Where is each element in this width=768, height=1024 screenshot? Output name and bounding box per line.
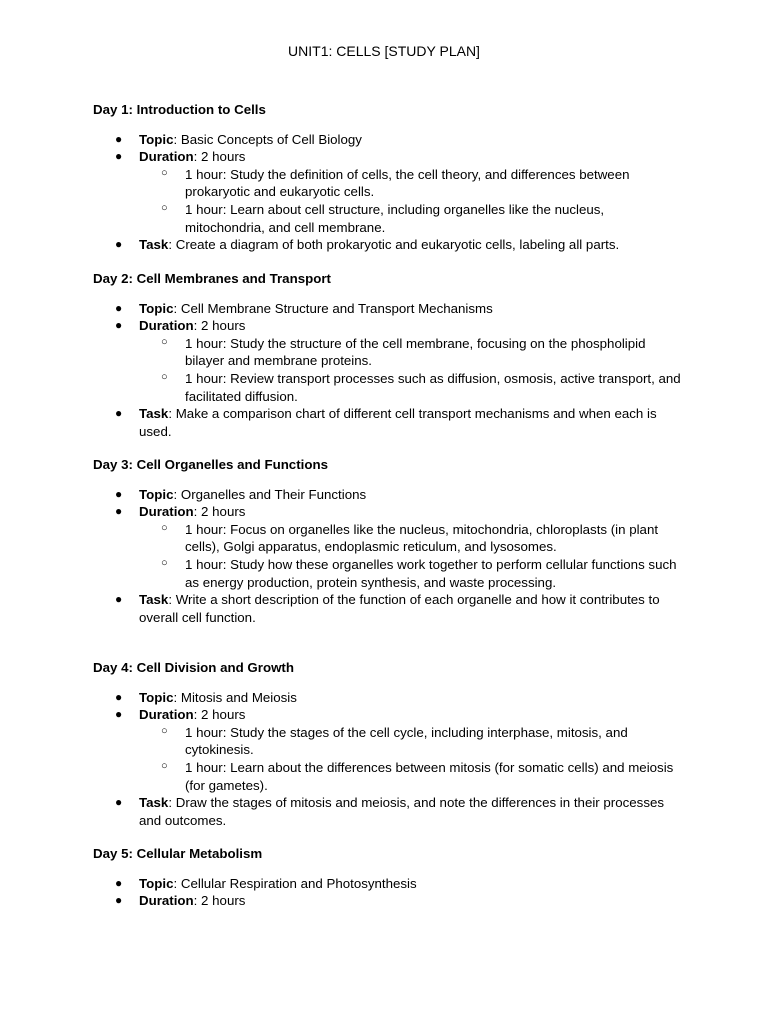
bullet-icon: ● (115, 318, 123, 333)
day-heading: Day 3: Cell Organelles and Functions (93, 457, 328, 472)
day-heading: Day 5: Cellular Metabolism (93, 846, 263, 861)
sub-item-text: 1 hour: Study the structure of the cell membrane, focusing on the phospholipid bilayer and membrane proteins. (185, 335, 646, 369)
duration-label: Duration (139, 318, 194, 334)
duration-label: Duration (139, 707, 194, 723)
bullet-icon: ● (115, 795, 123, 810)
bullet-icon: ● (115, 893, 123, 908)
duration-label: Duration (139, 893, 194, 909)
topic-text: : Organelles and Their Functions (173, 486, 367, 502)
duration-label: Duration (139, 504, 194, 520)
sub-item (139, 166, 683, 201)
duration-text: : 2 hours (193, 504, 246, 520)
topic-item (93, 486, 683, 504)
day-bullet-list (93, 131, 683, 254)
bullet-icon: ● (115, 406, 123, 421)
topic-item (93, 300, 683, 318)
bullet-icon: ● (115, 875, 123, 890)
sub-item-text: 1 hour: Study the definition of cells, the cell theory, and differences between prokaryotic and eukaryotic cells. (185, 166, 630, 200)
topic-label: Topic (139, 875, 174, 891)
topic-item (93, 131, 683, 149)
task-label: Task (139, 237, 169, 253)
day-section-2 (93, 270, 683, 440)
duration-text: : 2 hours (193, 893, 246, 909)
sub-item-text: 1 hour: Learn about cell structure, including organelles like the nucleus, mitochondria, and cell membrane. (185, 201, 605, 235)
bullet-icon: ● (115, 149, 123, 164)
circle-bullet-icon: ○ (161, 556, 168, 569)
topic-item (93, 689, 683, 707)
task-item (93, 591, 683, 626)
sub-item (139, 521, 683, 556)
sub-item (139, 370, 683, 405)
duration-text: : 2 hours (193, 707, 246, 723)
duration-item (93, 503, 683, 591)
day-section-1 (93, 101, 683, 254)
duration-sub-list (139, 335, 683, 405)
topic-label: Topic (139, 131, 174, 147)
bullet-icon: ● (115, 707, 123, 722)
circle-bullet-icon: ○ (161, 166, 168, 179)
day-bullet-list (93, 486, 683, 627)
topic-label: Topic (139, 300, 174, 316)
sub-item-text: 1 hour: Study the stages of the cell cycle, including interphase, mitosis, and cytokinesis. (185, 724, 628, 758)
duration-item (93, 148, 683, 236)
day-section-5 (93, 845, 683, 910)
sub-item (139, 201, 683, 236)
sub-item-text: 1 hour: Review transport processes such as diffusion, osmosis, active transport, and facilitated diffusion. (185, 370, 681, 404)
topic-label: Topic (139, 689, 174, 705)
task-item (93, 405, 683, 440)
sub-item (139, 556, 683, 591)
task-label: Task (139, 795, 169, 811)
document-title: UNIT1: CELLS [STUDY PLAN] (288, 43, 480, 59)
bullet-icon: ● (115, 486, 123, 501)
duration-sub-list (139, 166, 683, 236)
task-text: : Draw the stages of mitosis and meiosis, and note the differences in their processes and outcomes. (139, 795, 665, 828)
circle-bullet-icon: ○ (161, 521, 168, 534)
topic-text: : Mitosis and Meiosis (173, 689, 297, 705)
day-section-3 (93, 456, 683, 626)
day-bullet-list (93, 689, 683, 830)
duration-text: : 2 hours (193, 318, 246, 334)
bullet-icon: ● (115, 504, 123, 519)
duration-item (93, 892, 683, 910)
task-item (93, 794, 683, 829)
bullet-icon: ● (115, 131, 123, 146)
circle-bullet-icon: ○ (161, 759, 168, 772)
sub-item-text: 1 hour: Learn about the differences between mitosis (for somatic cells) and meiosis (for gametes). (185, 759, 674, 793)
sub-item-text: 1 hour: Focus on organelles like the nucleus, mitochondria, chloroplasts (in plant cells), Golgi apparatus, endoplasmic reticulum, and lysosomes. (185, 521, 659, 555)
duration-text: : 2 hours (193, 149, 246, 165)
duration-label: Duration (139, 149, 194, 165)
day-heading: Day 4: Cell Division and Growth (93, 660, 294, 675)
duration-item (93, 706, 683, 794)
day-heading: Day 1: Introduction to Cells (93, 102, 266, 117)
sub-item (139, 759, 683, 794)
sub-item (139, 335, 683, 370)
topic-label: Topic (139, 486, 174, 502)
sub-item (139, 724, 683, 759)
day-bullet-list (93, 875, 683, 910)
task-item (93, 236, 683, 254)
duration-item (93, 317, 683, 405)
topic-text: : Cellular Respiration and Photosynthesis (173, 875, 417, 891)
day-section-4 (93, 659, 683, 829)
circle-bullet-icon: ○ (161, 370, 168, 383)
task-text: : Write a short description of the function of each organelle and how it contributes to overall cell function. (139, 592, 660, 625)
circle-bullet-icon: ○ (161, 335, 168, 348)
bullet-icon: ● (115, 592, 123, 607)
duration-sub-list (139, 521, 683, 591)
task-label: Task (139, 406, 169, 422)
bullet-icon: ● (115, 237, 123, 252)
topic-item (93, 875, 683, 893)
circle-bullet-icon: ○ (161, 201, 168, 214)
circle-bullet-icon: ○ (161, 724, 168, 737)
task-text: : Create a diagram of both prokaryotic and eukaryotic cells, labeling all parts. (168, 237, 620, 253)
duration-sub-list (139, 724, 683, 794)
topic-text: : Cell Membrane Structure and Transport Mechanisms (173, 300, 493, 316)
bullet-icon: ● (115, 689, 123, 704)
day-bullet-list (93, 300, 683, 441)
task-text: : Make a comparison chart of different cell transport mechanisms and when each is used. (139, 406, 657, 439)
task-label: Task (139, 592, 169, 608)
day-heading: Day 2: Cell Membranes and Transport (93, 271, 331, 286)
sub-item-text: 1 hour: Study how these organelles work together to perform cellular functions such as energy production, protein synthesis, and waste processing. (185, 556, 677, 590)
topic-text: : Basic Concepts of Cell Biology (173, 131, 362, 147)
bullet-icon: ● (115, 300, 123, 315)
